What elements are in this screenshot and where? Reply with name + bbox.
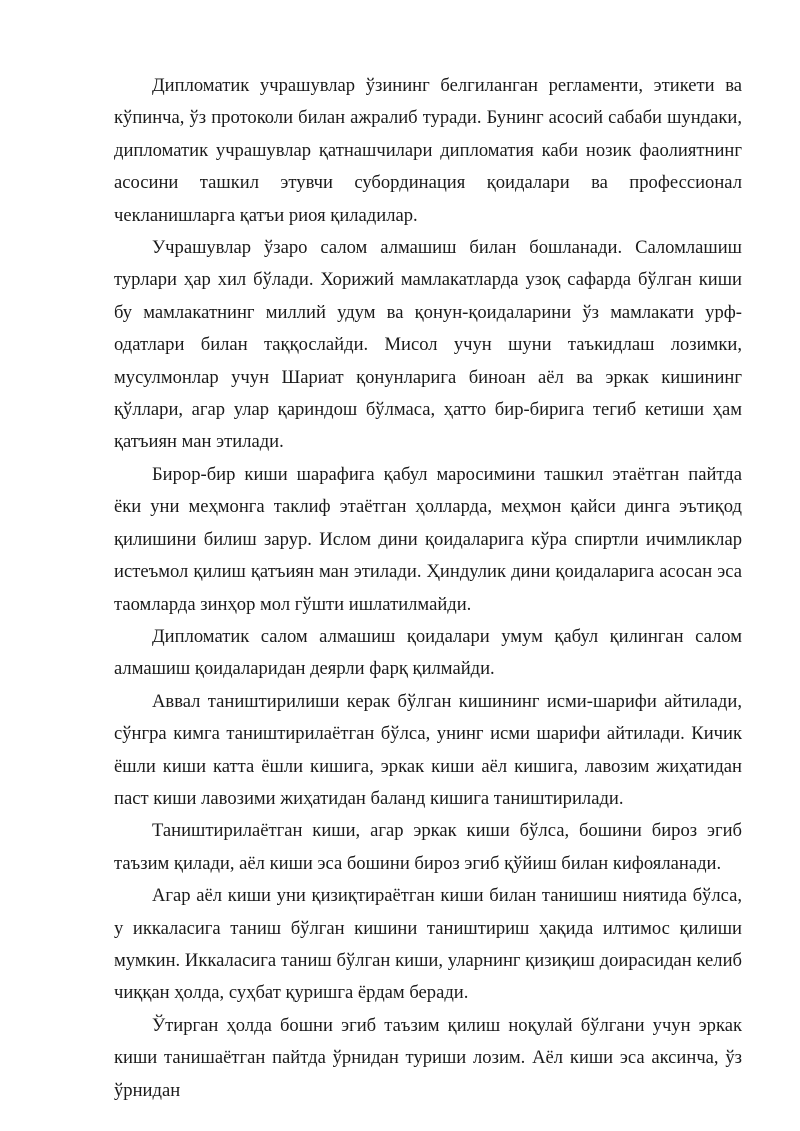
paragraph-7: Агар аёл киши уни қизиқтираётган киши билан танишиш ниятида бўлса, у иккаласига таниш бўлган кишини таништириш ҳақида илтимос қилиши мумкин. Иккаласига таниш бўлган киши, уларнинг қизиқиш доирасидан келиб чиққан ҳолда, суҳбат қуришга ёрдам беради. — [114, 885, 742, 1004]
paragraph-5: Аввал таништирилиши керак бўлган кишининг исми-шарифи айтилади, сўнгра кимга таништирилаётган бўлса, унинг исми шарифи айтилади. Кичик ёшли киши катта ёшли кишига, эркак киши аёл кишига, лавозим жиҳатидан паст киши лавозими жиҳатидан баланд кишига таништирилади. — [114, 690, 742, 809]
paragraph-2: Учрашувлар ўзаро салом алмашиш билан бошланади. Саломлашиш турлари ҳар хил бўлади. Хорижий мамлакатларда узоқ сафарда бўлган киши бу мамлакатнинг миллий удум ва қонун-қоидаларини ўз мамлакати урф-одатлари билан таққослайди. Мисол учун шуни таъкидлаш лозимки, мусулмонлар учун Шариат қонунларига биноан аёл ва эркак кишининг қўллари, агар улар қариндош бўлмаса, ҳатто бир-бирига тегиб кетиши ҳам қатъиян ман этилади. — [114, 237, 742, 453]
paragraph-4: Дипломатик салом алмашиш қоидалари умум қабул қилинган салом алмашиш қоидаларидан деярли фарқ қилмайди. — [114, 625, 742, 680]
paragraph-8: Ўтирган ҳолда бошни эгиб таъзим қилиш ноқулай бўлгани учун эркак киши танишаётган пайтда ўрнидан туриши лозим. Аёл киши эса аксинча, ўз ўрнидан — [114, 1014, 742, 1101]
paragraph-1: Дипломатик учрашувлар ўзининг белгиланган регламенти, этикети ва кўпинча, ўз протоколи билан ажралиб туради. Бунинг асосий сабаби шундаки, дипломатик учрашувлар қатнашчилари дипломатия каби нозик фаолиятнинг асосини ташкил этувчи субординация қоидалари ва профессионал чекланишларга қатъи риоя қиладилар. — [114, 75, 742, 226]
paragraph-3: Бирор-бир киши шарафига қабул маросимини ташкил этаётган пайтда ёки уни меҳмонга таклиф этаётган ҳолларда, меҳмон қайси динга эътиқод қилишини билиш зарур. Ислом дини қоидаларига кўра спиртли ичимликлар истеъмол қилиш қатъиян ман этилади. Ҳиндулик дини қоидаларига асосан эса таомларда зинҳор мол гўшти ишлатилмайди. — [114, 463, 742, 615]
paragraph-6: Таништирилаётган киши, агар эркак киши бўлса, бошини бироз эгиб таъзим қилади, аёл киши эса бошини бироз эгиб қўйиш билан кифояланади. — [114, 820, 742, 874]
document-page — [114, 70, 742, 1107]
